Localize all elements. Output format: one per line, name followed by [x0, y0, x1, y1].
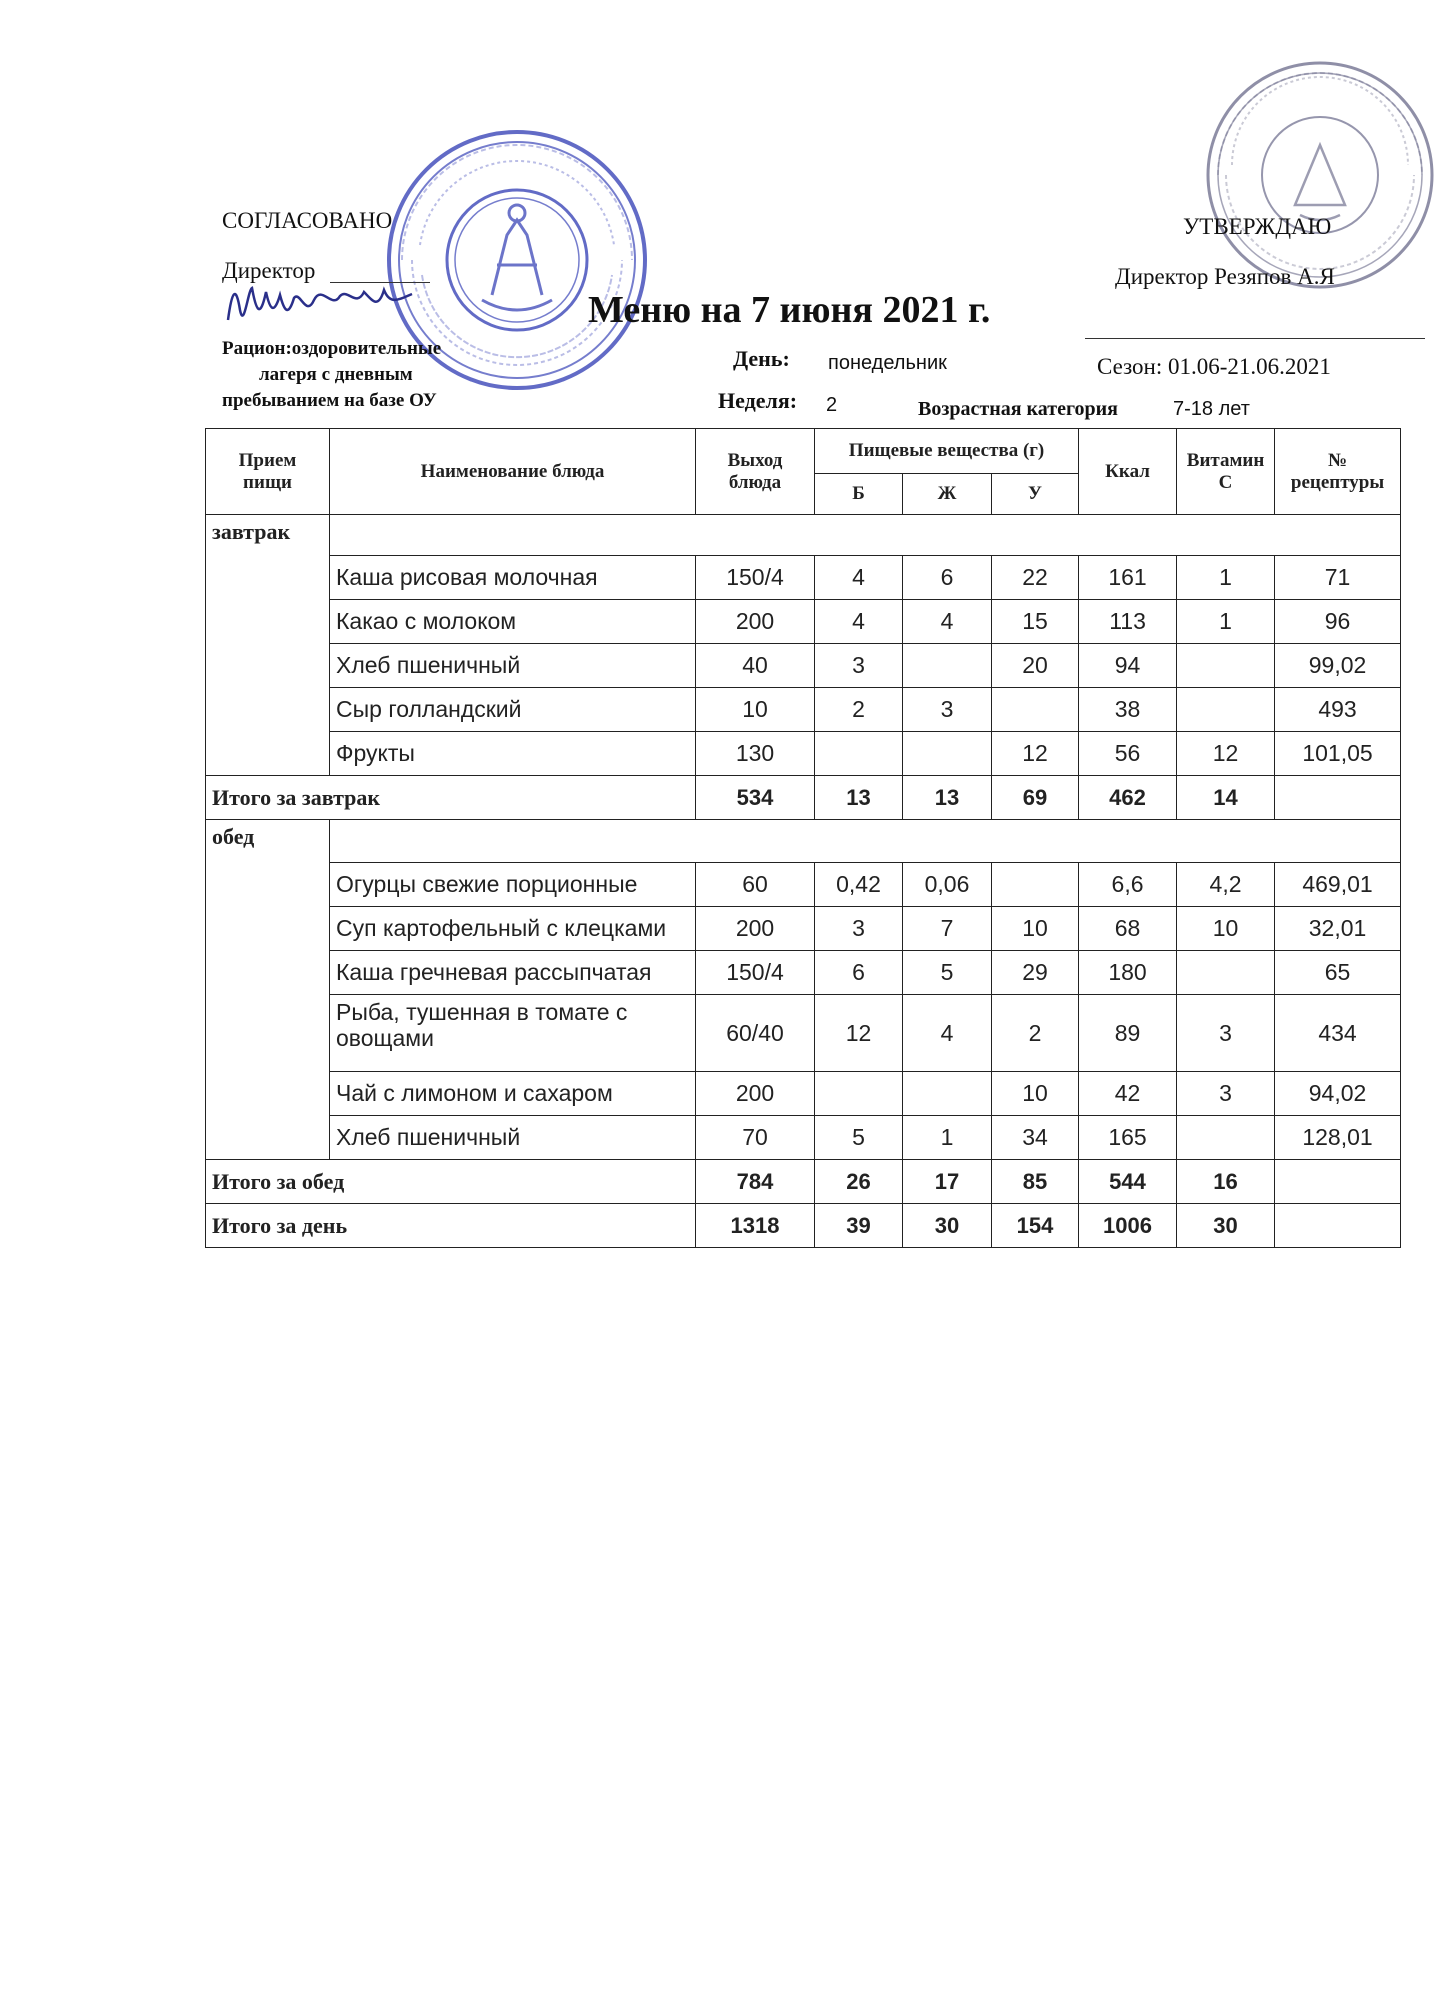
ration-line-3: пребыванием на базе ОУ	[222, 390, 437, 411]
kcal-cell: 94	[1079, 644, 1177, 688]
col-u: У	[992, 474, 1079, 515]
total-vitc: 16	[1177, 1160, 1275, 1204]
total-row-breakfast	[206, 776, 1401, 820]
zh-cell: 4	[903, 995, 992, 1072]
col-zh: Ж	[903, 474, 992, 515]
table-row	[206, 556, 1401, 600]
ration-line-1: Рацион:оздоровительные	[222, 338, 442, 359]
table-row	[206, 1072, 1401, 1116]
portion-cell: 10	[696, 688, 815, 732]
total-u: 154	[992, 1204, 1079, 1248]
total-u: 85	[992, 1160, 1079, 1204]
zh-cell: 4	[903, 600, 992, 644]
vitc-cell	[1177, 951, 1275, 995]
dish-name: Огурцы свежие порционные	[330, 863, 696, 907]
vitc-cell	[1177, 644, 1275, 688]
total-portion: 1318	[696, 1204, 815, 1248]
total-row-lunch	[206, 1160, 1401, 1204]
portion-cell: 70	[696, 1116, 815, 1160]
b-cell: 4	[815, 600, 903, 644]
dish-name: Рыба, тушенная в томате с овощами	[330, 995, 696, 1072]
total-recipe-empty	[1275, 1204, 1401, 1248]
total-portion: 784	[696, 1160, 815, 1204]
director-left-label: Директор	[222, 258, 316, 283]
zh-cell	[903, 1072, 992, 1116]
vitc-cell	[1177, 688, 1275, 732]
vitc-cell: 3	[1177, 995, 1275, 1072]
u-cell: 12	[992, 732, 1079, 776]
total-label: Итого за день	[206, 1204, 696, 1248]
age-label: Возрастная категория	[918, 398, 1118, 420]
signature-line-right	[1085, 338, 1425, 339]
section-blank	[330, 820, 1401, 863]
table-row	[206, 863, 1401, 907]
u-cell	[992, 688, 1079, 732]
dish-name: Каша гречневая рассыпчатая	[330, 951, 696, 995]
u-cell	[992, 863, 1079, 907]
portion-cell: 60	[696, 863, 815, 907]
b-cell: 3	[815, 644, 903, 688]
total-kcal: 1006	[1079, 1204, 1177, 1248]
total-row-day	[206, 1204, 1401, 1248]
vitc-cell: 4,2	[1177, 863, 1275, 907]
portion-cell: 150/4	[696, 951, 815, 995]
vitc-cell	[1177, 1116, 1275, 1160]
total-b: 26	[815, 1160, 903, 1204]
col-portion: Выход блюда	[696, 429, 815, 515]
b-cell	[815, 732, 903, 776]
dish-name: Хлеб пшеничный	[330, 1116, 696, 1160]
total-b: 39	[815, 1204, 903, 1248]
zh-cell: 3	[903, 688, 992, 732]
day-label: День:	[733, 346, 790, 371]
b-cell: 5	[815, 1116, 903, 1160]
kcal-cell: 68	[1079, 907, 1177, 951]
dish-name: Сыр голландский	[330, 688, 696, 732]
handwritten-signature	[222, 270, 422, 330]
b-cell: 3	[815, 907, 903, 951]
portion-cell: 130	[696, 732, 815, 776]
recipe-cell: 71	[1275, 556, 1401, 600]
kcal-cell: 161	[1079, 556, 1177, 600]
u-cell: 2	[992, 995, 1079, 1072]
table-row	[206, 600, 1401, 644]
table-row	[206, 907, 1401, 951]
col-dish: Наименование блюда	[330, 429, 696, 515]
total-zh: 13	[903, 776, 992, 820]
u-cell: 29	[992, 951, 1079, 995]
dish-name: Какао с молоком	[330, 600, 696, 644]
agreed-label: СОГЛАСОВАНО	[222, 208, 393, 233]
director-right-label: Директор Резяпов А.Я	[1115, 264, 1335, 289]
recipe-cell: 101,05	[1275, 732, 1401, 776]
season-label: Сезон: 01.06-21.06.2021	[1097, 354, 1331, 379]
age-value: 7-18 лет	[1173, 398, 1250, 420]
recipe-cell: 493	[1275, 688, 1401, 732]
table-row	[206, 995, 1401, 1072]
total-label: Итого за обед	[206, 1160, 696, 1204]
u-cell: 20	[992, 644, 1079, 688]
recipe-cell: 469,01	[1275, 863, 1401, 907]
table-row	[206, 644, 1401, 688]
col-nutrients: Пищевые вещества (г)	[815, 429, 1079, 474]
total-vitc: 30	[1177, 1204, 1275, 1248]
total-label: Итого за завтрак	[206, 776, 696, 820]
recipe-cell: 65	[1275, 951, 1401, 995]
vitc-cell: 12	[1177, 732, 1275, 776]
col-recipe: № рецептуры	[1275, 429, 1401, 515]
b-cell	[815, 1072, 903, 1116]
vitc-cell: 3	[1177, 1072, 1275, 1116]
recipe-cell: 128,01	[1275, 1116, 1401, 1160]
total-b: 13	[815, 776, 903, 820]
section-blank	[330, 515, 1401, 556]
table-row	[206, 688, 1401, 732]
col-kcal: Ккал	[1079, 429, 1177, 515]
kcal-cell: 165	[1079, 1116, 1177, 1160]
total-portion: 534	[696, 776, 815, 820]
kcal-cell: 56	[1079, 732, 1177, 776]
u-cell: 22	[992, 556, 1079, 600]
day-value: понедельник	[828, 352, 947, 374]
total-u: 69	[992, 776, 1079, 820]
zh-cell	[903, 732, 992, 776]
zh-cell: 6	[903, 556, 992, 600]
b-cell: 2	[815, 688, 903, 732]
kcal-cell: 113	[1079, 600, 1177, 644]
kcal-cell: 89	[1079, 995, 1177, 1072]
u-cell: 10	[992, 1072, 1079, 1116]
table-row	[206, 732, 1401, 776]
meal-label-breakfast: завтрак	[206, 515, 330, 776]
zh-cell: 0,06	[903, 863, 992, 907]
portion-cell: 200	[696, 1072, 815, 1116]
vitc-cell: 1	[1177, 600, 1275, 644]
dish-name: Каша рисовая молочная	[330, 556, 696, 600]
total-kcal: 462	[1079, 776, 1177, 820]
kcal-cell: 42	[1079, 1072, 1177, 1116]
total-zh: 30	[903, 1204, 992, 1248]
dish-name: Чай с лимоном и сахаром	[330, 1072, 696, 1116]
b-cell: 0,42	[815, 863, 903, 907]
col-vitc: Витамин С	[1177, 429, 1275, 515]
recipe-cell: 94,02	[1275, 1072, 1401, 1116]
recipe-cell: 99,02	[1275, 644, 1401, 688]
total-vitc: 14	[1177, 776, 1275, 820]
portion-cell: 200	[696, 907, 815, 951]
kcal-cell: 180	[1079, 951, 1177, 995]
dish-name: Фрукты	[330, 732, 696, 776]
kcal-cell: 6,6	[1079, 863, 1177, 907]
b-cell: 6	[815, 951, 903, 995]
zh-cell: 5	[903, 951, 992, 995]
zh-cell: 1	[903, 1116, 992, 1160]
b-cell: 4	[815, 556, 903, 600]
recipe-cell: 434	[1275, 995, 1401, 1072]
vitc-cell: 10	[1177, 907, 1275, 951]
approve-label: УТВЕРЖДАЮ	[1183, 214, 1332, 239]
col-b: Б	[815, 474, 903, 515]
dish-name: Хлеб пшеничный	[330, 644, 696, 688]
official-seal-right	[1200, 55, 1435, 295]
total-zh: 17	[903, 1160, 992, 1204]
portion-cell: 200	[696, 600, 815, 644]
menu-table	[205, 428, 1401, 1248]
total-recipe-empty	[1275, 776, 1401, 820]
recipe-cell: 96	[1275, 600, 1401, 644]
portion-cell: 40	[696, 644, 815, 688]
recipe-cell: 32,01	[1275, 907, 1401, 951]
section-row-lunch	[206, 820, 1401, 863]
ration-line-2: лагеря с дневным	[259, 364, 413, 385]
kcal-cell: 38	[1079, 688, 1177, 732]
meal-label-lunch: обед	[206, 820, 330, 1160]
total-recipe-empty	[1275, 1160, 1401, 1204]
page-title: Меню на 7 июня 2021 г.	[588, 289, 991, 331]
portion-cell: 150/4	[696, 556, 815, 600]
table-row	[206, 951, 1401, 995]
portion-cell: 60/40	[696, 995, 815, 1072]
section-row-breakfast	[206, 515, 1401, 556]
vitc-cell: 1	[1177, 556, 1275, 600]
b-cell: 12	[815, 995, 903, 1072]
week-label: Неделя:	[718, 388, 798, 413]
u-cell: 34	[992, 1116, 1079, 1160]
total-kcal: 544	[1079, 1160, 1177, 1204]
u-cell: 15	[992, 600, 1079, 644]
col-meal: Прием пищи	[206, 429, 330, 515]
zh-cell: 7	[903, 907, 992, 951]
week-value: 2	[826, 394, 838, 416]
dish-name: Суп картофельный с клецками	[330, 907, 696, 951]
zh-cell	[903, 644, 992, 688]
u-cell: 10	[992, 907, 1079, 951]
table-row	[206, 1116, 1401, 1160]
